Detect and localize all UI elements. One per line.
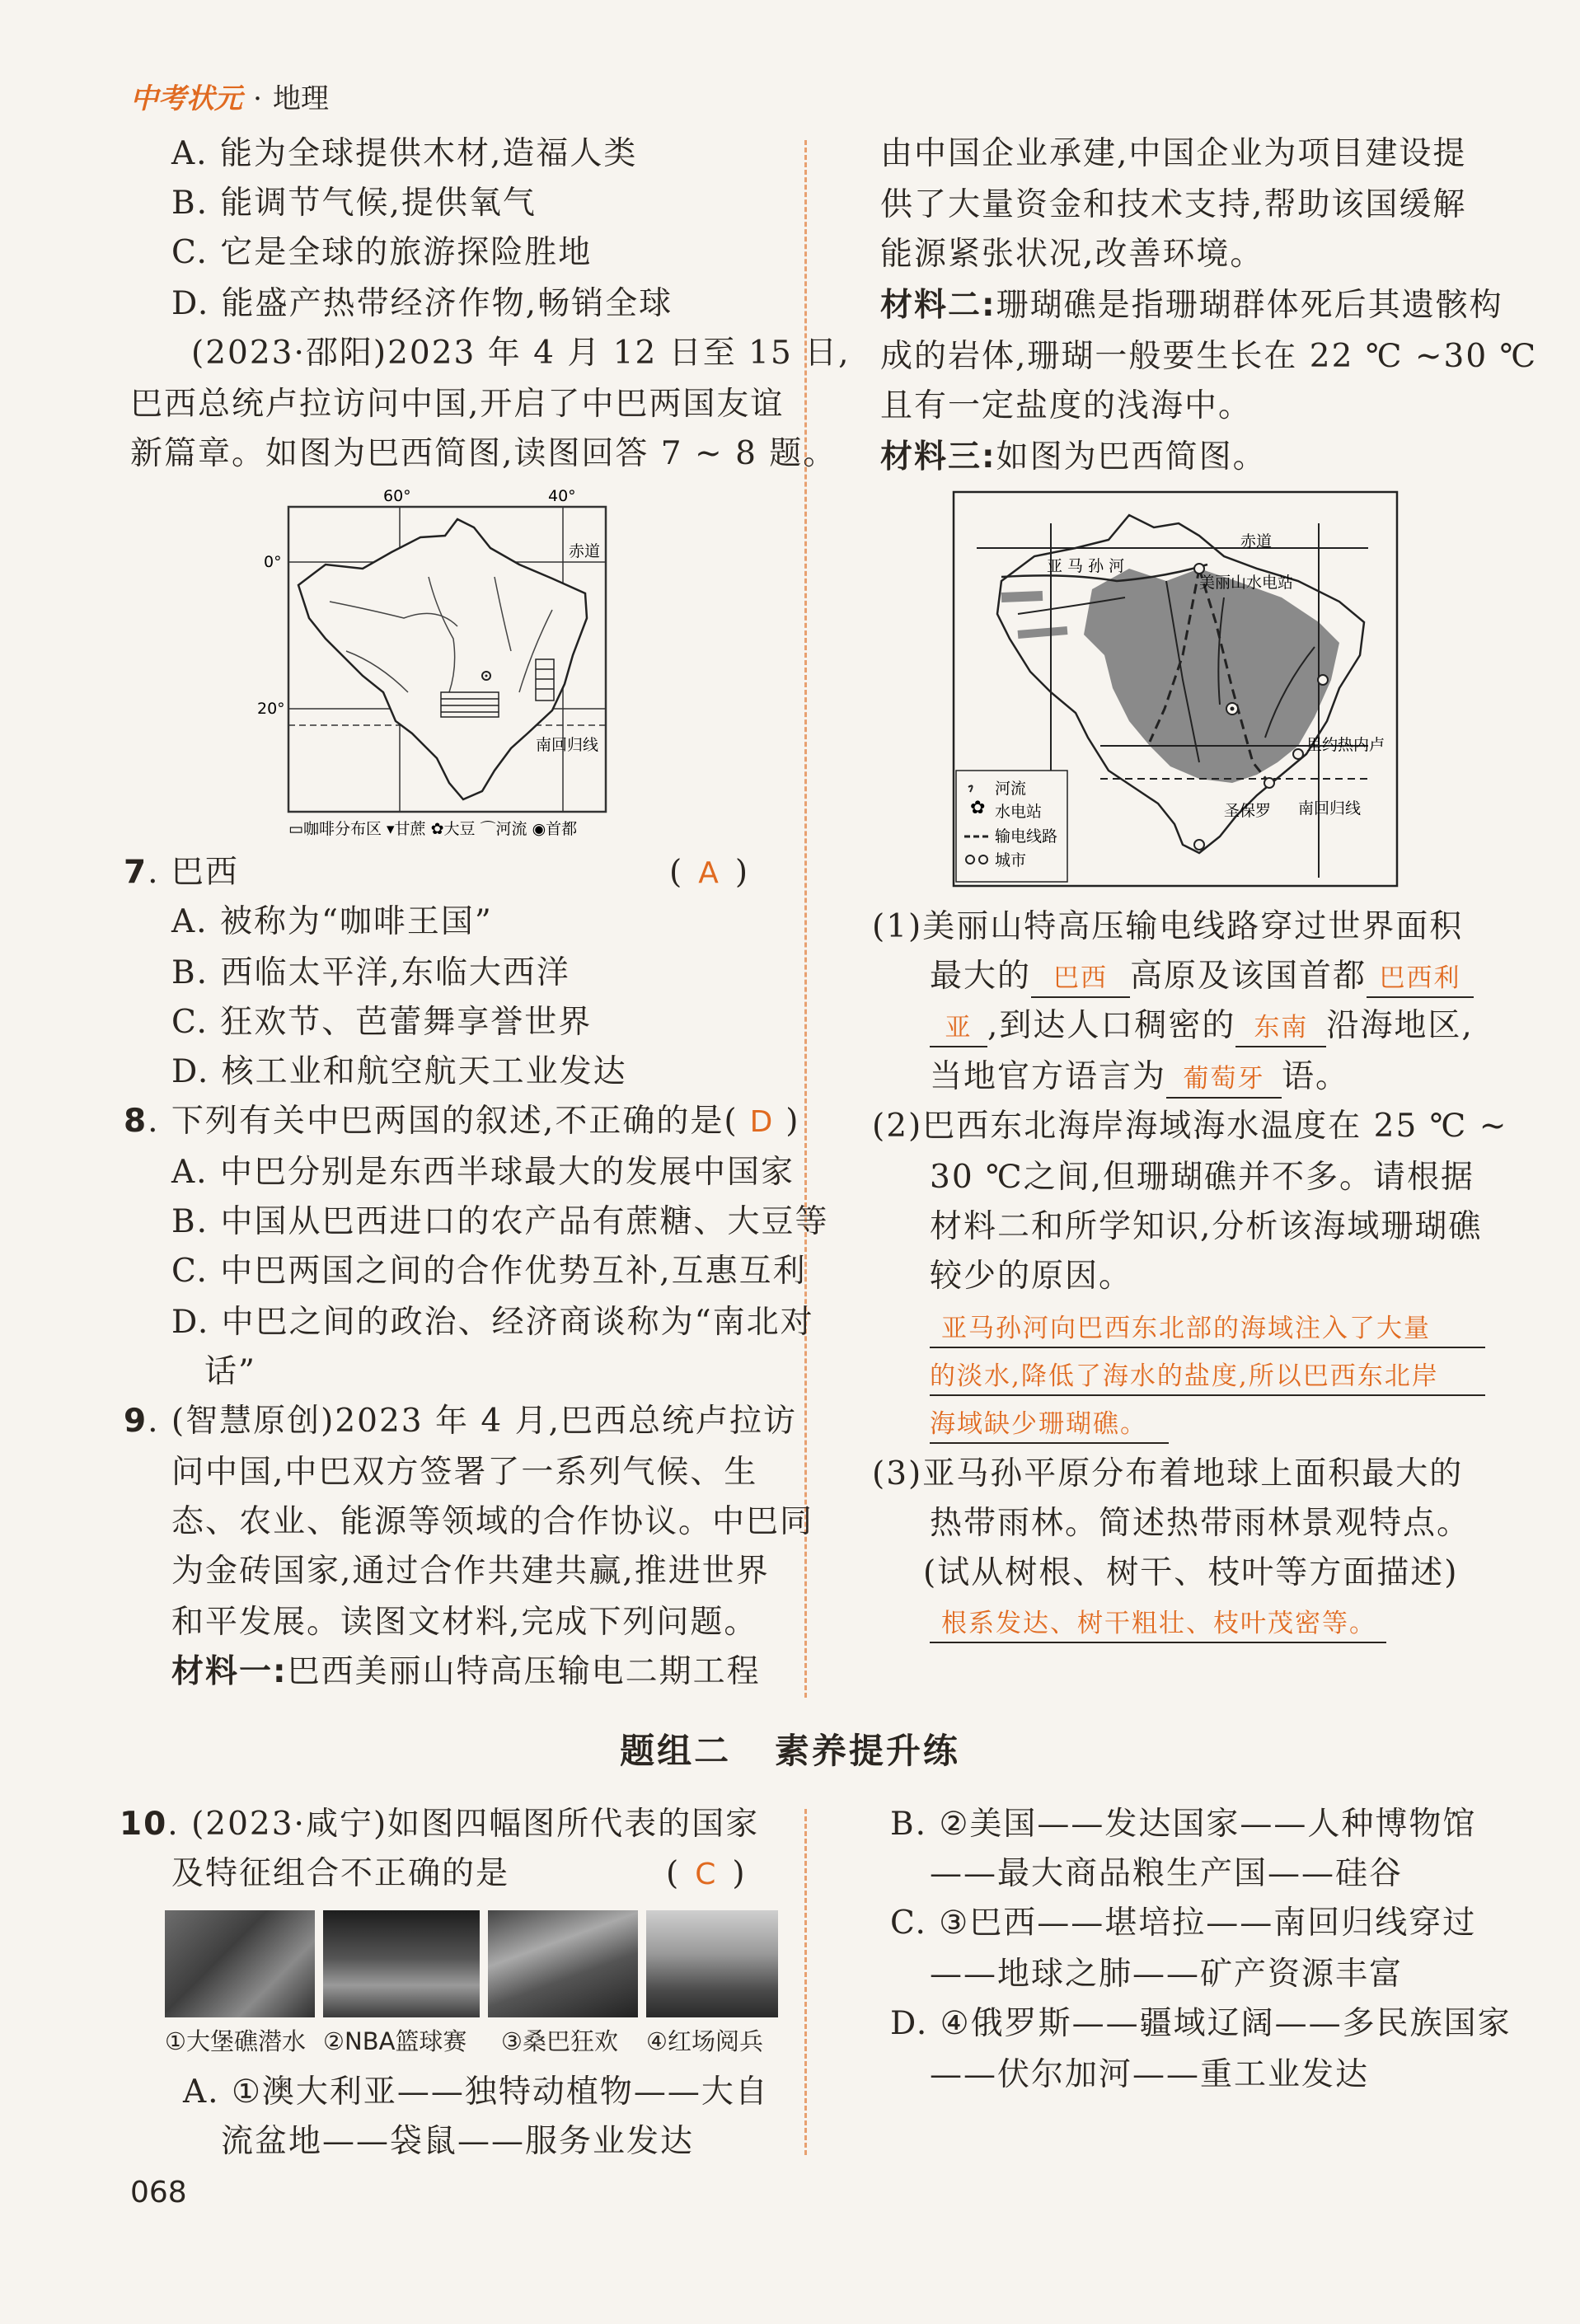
- q10-option-d-2: ——伏尔加河——重工业发达: [930, 2056, 1370, 2093]
- q10-option-b-2: ——最大商品粮生产国——硅谷: [930, 1855, 1404, 1892]
- sub3-line-1: (3)亚马孙平原分布着地球上面积最大的: [872, 1455, 1464, 1492]
- equator-label: 赤道: [569, 542, 601, 560]
- q8-option-a: A. 中巴分别是东西半球最大的发展中国家: [171, 1154, 795, 1191]
- q8-answer: D: [749, 1105, 775, 1139]
- m1-cont-3: 能源紧张状况,改善环境。: [880, 236, 1264, 273]
- column-divider-bottom: [804, 1809, 807, 2155]
- header-subject: 地理: [273, 82, 329, 115]
- material-2-label: 材料二:: [880, 287, 996, 324]
- map2-rio: 里约热内卢: [1306, 736, 1385, 754]
- map2-amazon: 亚 马 孙 河: [1047, 557, 1125, 575]
- brazil-map-2: [952, 490, 1401, 890]
- m1-cont-1: 由中国企业承建,中国企业为项目建设提: [880, 135, 1467, 172]
- material-2: 材料二:珊瑚礁是指珊瑚群体死后其遗骸构: [880, 287, 1503, 324]
- blank-capital-cont: 亚: [930, 1010, 987, 1047]
- legend-station: 水电站: [995, 803, 1043, 821]
- sub3-line-3: (试从树根、树干、枝叶等方面描述): [923, 1554, 1459, 1591]
- sub1-line-1: (1)美丽山特高压输电线路穿过世界面积: [872, 908, 1464, 945]
- q10-option-d-1: D. ④俄罗斯——疆域辽阔——多民族国家: [890, 2005, 1512, 2042]
- lon-40-label: 40°: [548, 487, 576, 505]
- sub2-answer-1: 亚马孙河向巴西东北部的海域注入了大量: [930, 1310, 1485, 1348]
- brazil-map-2-svg: [952, 490, 1401, 890]
- intro-line-2: 巴西总统卢拉访问中国,开启了中巴两国友谊: [130, 386, 785, 423]
- lat-0-label: 0°: [264, 553, 282, 571]
- intro-line-1: (2023·邵阳)2023 年 4 月 12 日至 15 日,: [191, 335, 851, 372]
- map2-station: 美丽山水电站: [1199, 574, 1294, 592]
- q9-line-5: 和平发展。读图文材料,完成下列问题。: [171, 1604, 758, 1641]
- section-title: 题组二 素养提升练: [620, 1731, 960, 1771]
- q8-option-c: C. 中巴两国之间的合作优势互补,互惠互利: [171, 1253, 807, 1290]
- q8-option-b: B. 中国从巴西进口的农产品有蔗糖、大豆等: [171, 1203, 829, 1240]
- brazil-map-1-svg: [247, 486, 659, 841]
- q8-option-d: D. 中巴之间的政治、经济商谈称为“南北对: [171, 1304, 814, 1341]
- caption-4: ④红场阅兵: [646, 2027, 763, 2055]
- q10-answer: C: [695, 1858, 718, 1891]
- photo-nba-basketball: [323, 1910, 480, 2017]
- page-header: [130, 76, 329, 117]
- q10-option-c-2: ——地球之肺——矿产资源丰富: [930, 1956, 1404, 1993]
- caption-1: ①大堡礁潜水: [165, 2027, 306, 2055]
- q10-answer-slot: ( C ): [666, 1855, 747, 1892]
- material-1: 材料一:巴西美丽山特高压输电二期工程: [171, 1653, 761, 1690]
- q8-option-d-cont: 话”: [204, 1353, 256, 1390]
- lon-60-label: 60°: [383, 487, 411, 505]
- sub2-answer-3: 海域缺少珊瑚礁。: [930, 1406, 1169, 1444]
- legend-river: 河流: [995, 780, 1027, 798]
- prev-option-d: D. 能盛产热带经济作物,畅销全球: [171, 285, 673, 322]
- material-3: 材料三:如图为巴西简图。: [880, 438, 1267, 476]
- page-number: 068: [130, 2176, 187, 2209]
- caption-2: ②NBA篮球赛: [323, 2027, 467, 2055]
- q10-stem-2: 及特征组合不正确的是: [171, 1855, 510, 1892]
- map2-tropic: 南回归线: [1298, 799, 1362, 818]
- caption-3: ③桑巴狂欢: [501, 2027, 618, 2055]
- photo-great-barrier-reef: [165, 1910, 315, 2017]
- map2-saopaulo: 圣保罗: [1224, 802, 1272, 820]
- sub1-line-4: 当地官方语言为 葡萄牙 语。: [930, 1053, 1349, 1101]
- q10-stem-1: 10. (2023·咸宁)如图四幅图所代表的国家: [120, 1806, 760, 1843]
- q9-line-1: 9. (智慧原创)2023 年 4 月,巴西总统卢拉访: [124, 1403, 798, 1440]
- sub3-line-2: 热带雨林。简述热带雨林景观特点。: [930, 1505, 1471, 1542]
- q7-option-a: A. 被称为“咖啡王国”: [171, 903, 493, 940]
- m1-cont-2: 供了大量资金和技术支持,帮助该国缓解: [880, 186, 1467, 223]
- tropic-label: 南回归线: [536, 736, 599, 754]
- sub2-line-2: 30 ℃之间,但珊瑚礁并不多。请根据: [930, 1159, 1475, 1196]
- q7-answer-slot: ( A ): [669, 854, 750, 891]
- prev-option-a: A. 能为全球提供木材,造福人类: [171, 135, 638, 172]
- material-1-label: 材料一:: [171, 1653, 288, 1690]
- sub2-answer-2: 的淡水,降低了海水的盐度,所以巴西东北岸: [930, 1358, 1485, 1396]
- q10-option-a-1: A. ①澳大利亚——独特动植物——大自: [183, 2073, 769, 2111]
- q9-line-2: 问中国,中巴双方签署了一系列气候、生: [171, 1454, 758, 1491]
- sub2-line-1: (2)巴西东北海岸海域海水温度在 25 ℃ ~: [872, 1108, 1508, 1145]
- legend-city: 城市: [995, 851, 1027, 869]
- q10-option-c-1: C. ③巴西——堪培拉——南回归线穿过: [890, 1905, 1477, 1942]
- q7-stem: 7. 巴西: [124, 854, 239, 891]
- legend-station-icon: ✿: [970, 798, 986, 818]
- prev-option-c: C. 它是全球的旅游探险胜地: [171, 234, 593, 271]
- blank-language: 葡萄牙: [1166, 1061, 1282, 1099]
- legend-line: 输电线路: [995, 827, 1058, 846]
- m2-line-3: 且有一定盐度的浅海中。: [880, 387, 1253, 424]
- m2-line-2: 成的岩体,珊瑚一般要生长在 22 ℃ ~30 ℃: [880, 338, 1538, 375]
- brand-logo: 中考状元: [130, 82, 242, 115]
- photo-samba-carnival: [488, 1910, 638, 2017]
- material-3-label: 材料三:: [880, 438, 996, 476]
- header-dot: ·: [253, 82, 262, 115]
- lat-20-label: 20°: [257, 700, 285, 718]
- blank-plateau: 巴西: [1031, 960, 1130, 998]
- q9-line-3: 态、农业、能源等领域的合作协议。中巴同: [171, 1503, 814, 1540]
- map2-equator: 赤道: [1240, 532, 1273, 551]
- q10-option-b-1: B. ②美国——发达国家——人种博物馆: [890, 1806, 1477, 1843]
- blank-region: 东南: [1235, 1010, 1326, 1047]
- sub2-line-4: 较少的原因。: [930, 1258, 1133, 1295]
- q9-line-4: 为金砖国家,通过合作共建共赢,推进世界: [171, 1553, 770, 1590]
- sub1-line-2: 最大的 巴西 高原及该国首都 巴西利: [930, 953, 1474, 1000]
- q7-answer: A: [698, 856, 720, 890]
- sub3-answer: 根系发达、树干粗壮、枝叶茂密等。: [930, 1605, 1386, 1643]
- prev-option-b: B. 能调节气候,提供氧气: [171, 185, 537, 222]
- sub2-line-3: 材料二和所学知识,分析该海域珊瑚礁: [930, 1208, 1483, 1245]
- q8-stem: 8. 下列有关中巴两国的叙述,不正确的是( D ): [124, 1103, 800, 1140]
- q7-option-b: B. 西临太平洋,东临大西洋: [171, 954, 570, 991]
- q7-option-c: C. 狂欢节、芭蕾舞享誉世界: [171, 1004, 593, 1041]
- map1-legend: ▭咖啡分布区 ▾甘蔗 ✿大豆 ⌒河流 ◉首都: [288, 820, 578, 838]
- photo-red-square-parade: [646, 1910, 778, 2017]
- brazil-map-1: [247, 486, 659, 841]
- blank-capital: 巴西利: [1367, 960, 1474, 998]
- q10-option-a-2: 流盆地——袋鼠——服务业发达: [221, 2123, 695, 2160]
- sub1-line-3: 亚 ,到达人口稠密的 东南 沿海地区,: [930, 1002, 1474, 1050]
- intro-line-3: 新篇章。如图为巴西简图,读图回答 7 ~ 8 题。: [130, 435, 837, 472]
- q7-option-d: D. 核工业和航空航天工业发达: [171, 1053, 627, 1090]
